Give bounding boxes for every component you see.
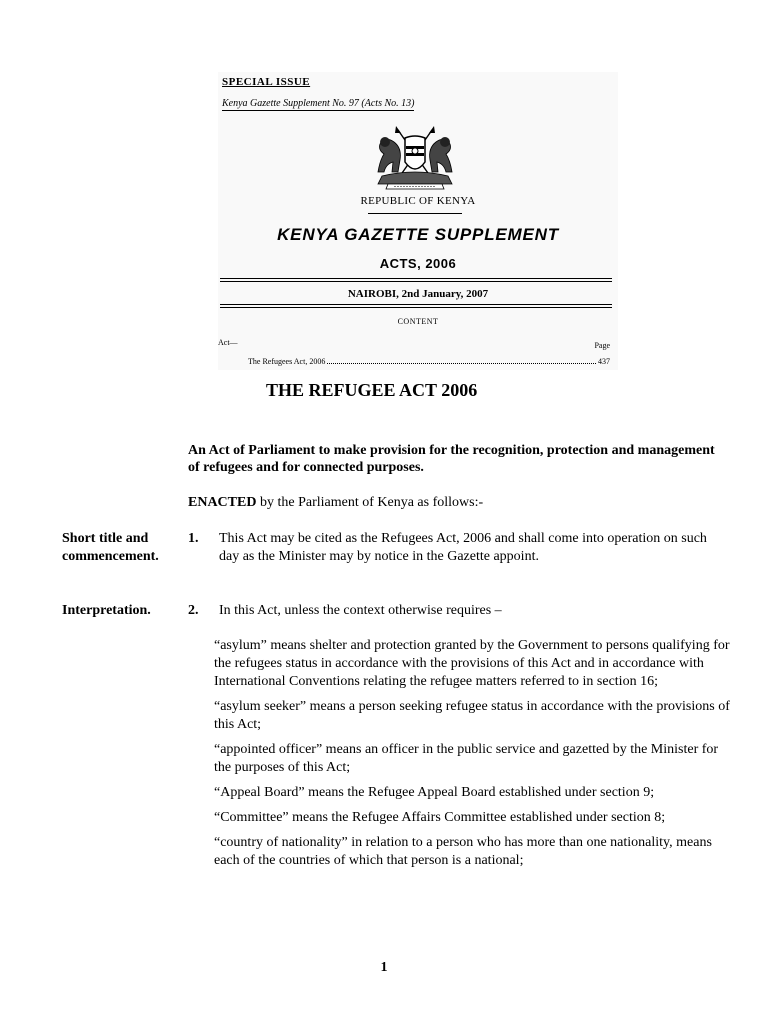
side-note-short-title: Short title and commencement. [62, 531, 159, 564]
dateline: NAIROBI, 2nd January, 2007 [347, 288, 489, 300]
definition: “Appeal Board” means the Refugee Appeal Board established under section 9; [214, 785, 655, 800]
section-number: 1. [188, 531, 199, 546]
definitions-list [214, 637, 730, 877]
act-label: Act— [218, 338, 238, 347]
rule [220, 281, 612, 282]
section-number: 2. [188, 603, 199, 618]
page-number: 1 [380, 960, 388, 975]
enacted-keyword: ENACTED [188, 495, 257, 510]
special-issue-label: SPECIAL ISSUE [222, 76, 311, 88]
gazette-title: KENYA GAZETTE SUPPLEMENT [277, 225, 559, 244]
side-note-interpretation: Interpretation. [62, 603, 151, 618]
section-text: In this Act, unless the context otherwise requires – [219, 603, 502, 618]
rule [220, 304, 612, 305]
content-label: CONTENT [397, 317, 439, 326]
rule [220, 307, 612, 308]
kenya-coat-of-arms-icon [368, 124, 462, 190]
definition: “country of nationality” in relation to a person who has more than one nationality, means each of the countries of which that person is a national; [214, 835, 712, 868]
page-label: Page [594, 341, 610, 350]
enacting-formula [188, 494, 718, 511]
supplement-reference: Kenya Gazette Supplement No. 97 (Acts No. 13) [222, 98, 415, 109]
toc-entry-page: 437 [598, 357, 610, 366]
section-text: This Act may be cited as the Refugees Act, 2006 and shall come into operation on such day as the Minister may by notice in the Gazette appoint. [219, 531, 707, 564]
toc-entry-title: The Refugees Act, 2006 [248, 357, 326, 366]
rule [220, 278, 612, 279]
long-title: An Act of Parliament to make provision for the recognition, protection and management of refugees and for connected purposes. [188, 443, 715, 475]
definition: “appointed officer” means an officer in the public service and gazetted by the Minister for the purposes of this Act; [214, 742, 719, 775]
toc-leader-dots [327, 363, 596, 364]
republic-label: REPUBLIC OF KENYA [360, 195, 476, 207]
toc-entry [248, 357, 610, 366]
acts-year: ACTS, 2006 [379, 256, 457, 271]
definition: “asylum” means shelter and protection granted by the Government to persons qualifying for the refugees status in accordance with the provisions of this Act and in accordance with International Conventions relating the refugee matters referred to in section 16; [214, 638, 730, 689]
definition: “Committee” means the Refugee Affairs Committee established under section 8; [214, 810, 666, 825]
definition: “asylum seeker” means a person seeking refugee status in accordance with the provisions of this Act; [214, 699, 730, 732]
republic-divider [368, 213, 462, 214]
document-title: THE REFUGEE ACT 2006 [266, 380, 478, 400]
enacted-text: by the Parliament of Kenya as follows:- [256, 495, 484, 510]
gazette-header [218, 72, 618, 370]
